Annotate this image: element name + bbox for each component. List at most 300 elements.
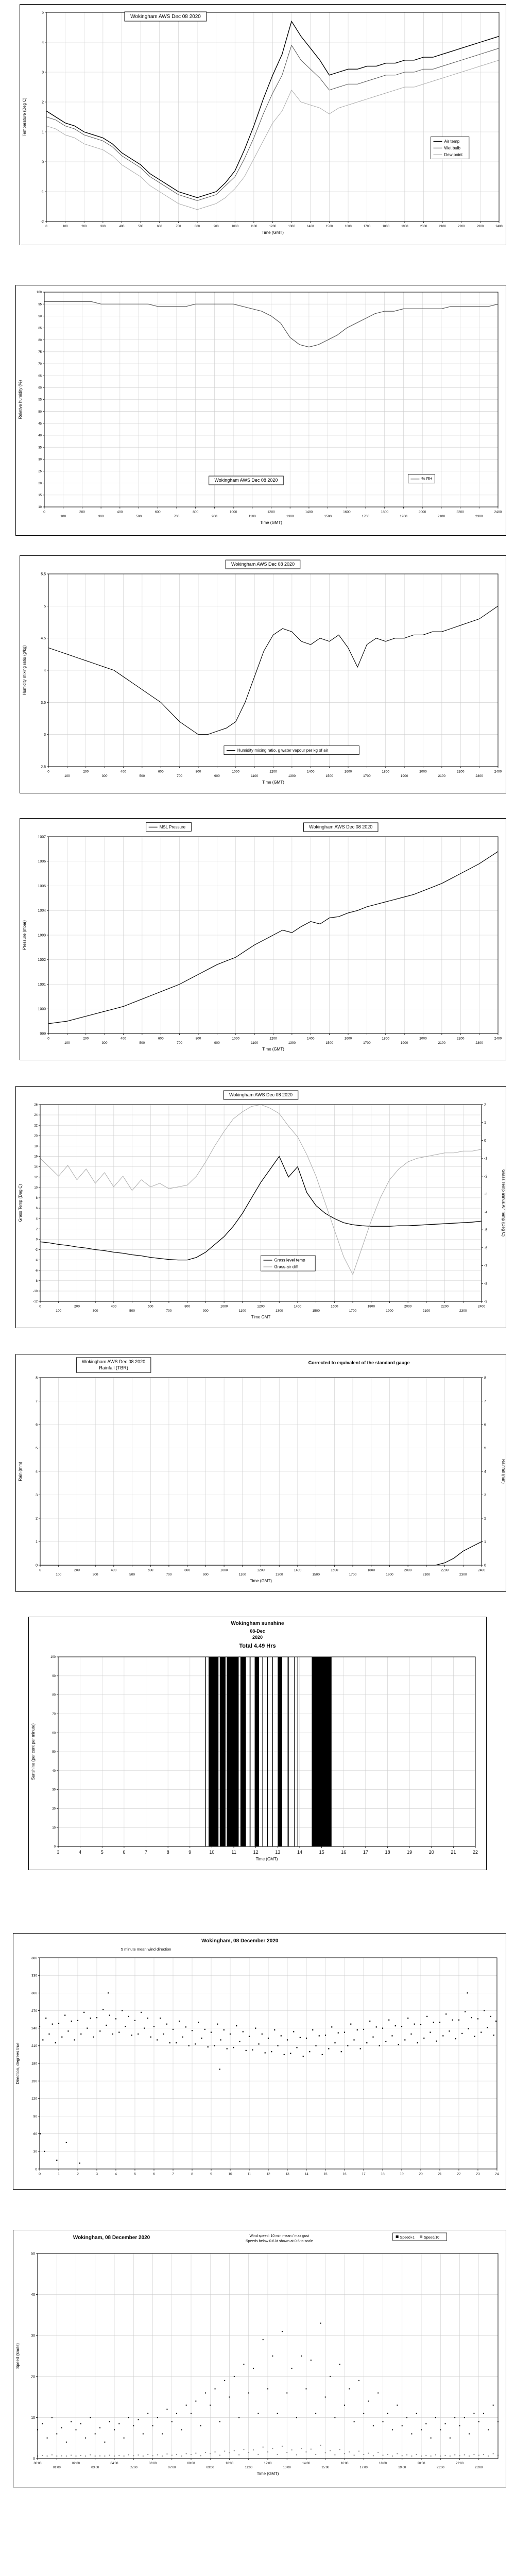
svg-text:600: 600 xyxy=(147,1568,153,1572)
svg-text:2200: 2200 xyxy=(456,510,464,514)
svg-text:19:00: 19:00 xyxy=(398,2466,406,2469)
svg-text:300: 300 xyxy=(101,1041,108,1045)
svg-text:2100: 2100 xyxy=(438,774,446,778)
svg-text:0: 0 xyxy=(39,2172,41,2176)
svg-text:6: 6 xyxy=(123,1850,126,1855)
svg-text:15: 15 xyxy=(319,1850,324,1855)
svg-text:-2: -2 xyxy=(484,1175,488,1179)
svg-text:2: 2 xyxy=(484,1517,486,1521)
svg-text:1900: 1900 xyxy=(400,774,408,778)
chart-wind-speed xyxy=(13,2230,506,2487)
svg-text:1300: 1300 xyxy=(275,1573,283,1577)
rainfall-canvas xyxy=(15,1354,506,1592)
svg-text:1500: 1500 xyxy=(312,1573,320,1577)
svg-text:7: 7 xyxy=(172,2172,174,2176)
wind-speed-canvas xyxy=(13,2230,506,2487)
svg-text:1800: 1800 xyxy=(382,1037,389,1041)
svg-text:21: 21 xyxy=(451,1850,456,1855)
svg-text:Humidity mixing ratio, g water: Humidity mixing ratio, g water vapour per kg of air xyxy=(237,748,328,753)
svg-text:Corrected to equivalent of the: Corrected to equivalent of the standard gauge xyxy=(308,1360,410,1365)
svg-text:13: 13 xyxy=(285,2172,289,2176)
svg-text:1002: 1002 xyxy=(38,958,46,962)
svg-text:35: 35 xyxy=(38,446,42,450)
svg-text:0: 0 xyxy=(33,2457,35,2461)
svg-text:0: 0 xyxy=(47,770,49,774)
svg-text:240: 240 xyxy=(31,2026,37,2030)
svg-text:1000: 1000 xyxy=(231,225,238,228)
svg-text:5: 5 xyxy=(44,604,46,608)
svg-text:Sunshine (per cent per minute): Sunshine (per cent per minute) xyxy=(31,1723,36,1780)
svg-text:4: 4 xyxy=(36,1217,38,1221)
svg-text:11: 11 xyxy=(247,2172,251,2176)
svg-text:10: 10 xyxy=(209,1850,215,1855)
svg-text:4: 4 xyxy=(36,1470,38,1474)
svg-text:45: 45 xyxy=(38,422,42,426)
svg-text:4: 4 xyxy=(42,41,44,45)
svg-text:18:00: 18:00 xyxy=(379,2462,387,2465)
svg-text:16:00: 16:00 xyxy=(340,2462,349,2465)
svg-text:200: 200 xyxy=(81,225,87,228)
svg-text:Rainfall (mm): Rainfall (mm) xyxy=(501,1459,506,1484)
svg-text:1700: 1700 xyxy=(363,774,371,778)
svg-text:16: 16 xyxy=(34,1155,38,1159)
svg-text:2100: 2100 xyxy=(439,225,446,228)
svg-text:26: 26 xyxy=(34,1104,38,1107)
svg-text:1500: 1500 xyxy=(325,1041,333,1045)
svg-text:04:00: 04:00 xyxy=(110,2462,118,2465)
svg-text:1900: 1900 xyxy=(401,225,408,228)
svg-text:Wokingham AWS Dec 08 2020: Wokingham AWS Dec 08 2020 xyxy=(214,478,278,483)
svg-text:700: 700 xyxy=(177,1041,183,1045)
svg-text:24: 24 xyxy=(495,2172,499,2176)
svg-text:300: 300 xyxy=(100,225,106,228)
svg-text:200: 200 xyxy=(79,510,85,514)
svg-text:1: 1 xyxy=(484,1540,486,1544)
svg-text:800: 800 xyxy=(195,1037,201,1041)
svg-text:2400: 2400 xyxy=(494,770,502,774)
svg-text:30: 30 xyxy=(52,1788,56,1792)
svg-text:1300: 1300 xyxy=(288,774,296,778)
svg-text:3.5: 3.5 xyxy=(41,701,46,705)
svg-text:900: 900 xyxy=(202,1573,209,1577)
svg-text:30: 30 xyxy=(33,2150,37,2154)
svg-text:100: 100 xyxy=(62,225,68,228)
svg-text:100: 100 xyxy=(64,774,70,778)
svg-text:1300: 1300 xyxy=(288,1041,296,1045)
svg-text:600: 600 xyxy=(157,225,162,228)
svg-text:1600: 1600 xyxy=(343,510,351,514)
svg-text:300: 300 xyxy=(92,1573,98,1577)
chart-grass-temperature xyxy=(15,1086,506,1328)
svg-text:3: 3 xyxy=(96,2172,98,2176)
svg-text:09:00: 09:00 xyxy=(206,2466,214,2469)
svg-text:00:00: 00:00 xyxy=(33,2462,42,2465)
svg-text:200: 200 xyxy=(83,770,89,774)
svg-text:2200: 2200 xyxy=(457,1037,465,1041)
svg-text:2400: 2400 xyxy=(477,1304,486,1309)
chart-msl-pressure xyxy=(20,818,506,1060)
svg-text:210: 210 xyxy=(31,2044,37,2048)
svg-text:1005: 1005 xyxy=(38,884,46,888)
svg-text:5: 5 xyxy=(42,11,44,15)
svg-text:2300: 2300 xyxy=(475,774,483,778)
relative-humidity-canvas xyxy=(15,285,506,536)
svg-text:80: 80 xyxy=(52,1693,56,1697)
svg-text:2300: 2300 xyxy=(475,515,483,518)
svg-text:2100: 2100 xyxy=(438,1041,446,1045)
svg-text:6: 6 xyxy=(36,1207,38,1211)
svg-text:100: 100 xyxy=(50,1656,56,1659)
svg-text:Wokingham AWS Dec 08 2020: Wokingham AWS Dec 08 2020 xyxy=(229,1092,293,1097)
svg-text:1100: 1100 xyxy=(238,1309,246,1313)
svg-text:120: 120 xyxy=(31,2097,37,2101)
svg-text:0: 0 xyxy=(43,510,45,514)
svg-text:Wokingham AWS Dec 08 2020: Wokingham AWS Dec 08 2020 xyxy=(82,1359,146,1364)
svg-text:25: 25 xyxy=(38,470,42,473)
svg-text:1500: 1500 xyxy=(325,225,333,228)
svg-text:2300: 2300 xyxy=(459,1573,467,1577)
svg-text:1500: 1500 xyxy=(312,1309,320,1313)
svg-text:19: 19 xyxy=(400,2172,404,2176)
svg-text:50: 50 xyxy=(31,2252,35,2256)
svg-text:0: 0 xyxy=(42,160,44,164)
svg-text:-7: -7 xyxy=(484,1264,488,1268)
svg-text:22: 22 xyxy=(457,2172,461,2176)
svg-text:Wokingham sunshine: Wokingham sunshine xyxy=(231,1621,284,1626)
svg-text:14:00: 14:00 xyxy=(302,2462,311,2465)
svg-text:0: 0 xyxy=(484,1139,486,1143)
svg-text:11:00: 11:00 xyxy=(245,2466,253,2469)
svg-text:400: 400 xyxy=(119,225,125,228)
svg-text:Time (GMT): Time (GMT) xyxy=(260,520,282,525)
svg-text:0: 0 xyxy=(45,225,47,228)
svg-text:1200: 1200 xyxy=(269,770,277,774)
svg-text:Time (GMT): Time (GMT) xyxy=(262,780,284,785)
svg-text:900: 900 xyxy=(214,774,220,778)
svg-text:1400: 1400 xyxy=(305,510,313,514)
svg-text:2100: 2100 xyxy=(437,515,445,518)
svg-text:12: 12 xyxy=(34,1176,38,1179)
svg-text:5: 5 xyxy=(100,1850,104,1855)
svg-text:21:00: 21:00 xyxy=(436,2466,444,2469)
grass-temperature-canvas xyxy=(15,1086,506,1328)
svg-text:2000: 2000 xyxy=(419,770,427,774)
svg-text:4: 4 xyxy=(79,1850,82,1855)
svg-text:1100: 1100 xyxy=(238,1573,246,1577)
svg-text:8: 8 xyxy=(166,1850,169,1855)
svg-text:17: 17 xyxy=(363,1850,368,1855)
svg-text:1200: 1200 xyxy=(257,1568,265,1572)
svg-text:-5: -5 xyxy=(484,1228,488,1232)
chart-wind-direction xyxy=(13,1933,506,2190)
svg-text:2020: 2020 xyxy=(252,1635,263,1640)
svg-text:Speed/10: Speed/10 xyxy=(424,2236,440,2240)
svg-text:Time (GMT): Time (GMT) xyxy=(262,1047,284,1052)
svg-text:4: 4 xyxy=(115,2172,117,2176)
svg-text:1400: 1400 xyxy=(307,1037,315,1041)
svg-text:2000: 2000 xyxy=(418,510,426,514)
chart-rainfall xyxy=(15,1354,506,1592)
svg-text:18: 18 xyxy=(381,2172,385,2176)
svg-text:1800: 1800 xyxy=(367,1568,375,1572)
svg-text:0: 0 xyxy=(36,1238,38,1242)
svg-text:1700: 1700 xyxy=(349,1309,357,1313)
svg-text:30: 30 xyxy=(38,458,42,462)
svg-text:1100: 1100 xyxy=(250,225,258,228)
svg-text:5: 5 xyxy=(484,1447,486,1450)
svg-text:2400: 2400 xyxy=(494,1037,502,1041)
svg-text:700: 700 xyxy=(166,1573,172,1577)
svg-text:180: 180 xyxy=(31,2062,37,2066)
svg-text:1000: 1000 xyxy=(220,1304,228,1309)
svg-text:19: 19 xyxy=(407,1850,413,1855)
svg-text:08-Dec: 08-Dec xyxy=(250,1629,265,1634)
svg-text:1600: 1600 xyxy=(345,225,352,228)
svg-text:1900: 1900 xyxy=(400,515,407,518)
svg-text:1900: 1900 xyxy=(400,1041,408,1045)
svg-text:1200: 1200 xyxy=(269,225,277,228)
svg-text:75: 75 xyxy=(38,350,42,354)
svg-text:800: 800 xyxy=(184,1568,191,1572)
svg-text:7: 7 xyxy=(145,1850,148,1855)
svg-text:2200: 2200 xyxy=(441,1304,449,1309)
svg-text:1800: 1800 xyxy=(382,225,389,228)
svg-text:1600: 1600 xyxy=(331,1568,338,1572)
svg-text:900: 900 xyxy=(213,225,219,228)
chart-humidity-mixing-ratio xyxy=(20,555,506,793)
svg-text:07:00: 07:00 xyxy=(168,2466,176,2469)
svg-text:1400: 1400 xyxy=(294,1568,302,1572)
svg-text:1001: 1001 xyxy=(38,982,46,987)
svg-text:Direction, degrees true: Direction, degrees true xyxy=(15,2042,20,2084)
svg-text:60: 60 xyxy=(33,2132,37,2136)
svg-text:4: 4 xyxy=(44,669,46,673)
svg-text:Wet bulb: Wet bulb xyxy=(444,145,460,150)
svg-text:1003: 1003 xyxy=(38,934,46,938)
svg-text:1500: 1500 xyxy=(324,515,332,518)
svg-text:2200: 2200 xyxy=(458,225,465,228)
svg-text:2000: 2000 xyxy=(404,1304,412,1309)
svg-text:300: 300 xyxy=(92,1309,98,1313)
svg-text:6: 6 xyxy=(484,1423,486,1427)
svg-text:06:00: 06:00 xyxy=(148,2462,157,2465)
svg-text:1800: 1800 xyxy=(367,1304,375,1309)
sunshine-canvas xyxy=(28,1617,487,1870)
svg-text:1900: 1900 xyxy=(386,1573,393,1577)
svg-text:1006: 1006 xyxy=(38,860,46,864)
svg-text:70: 70 xyxy=(38,363,42,366)
svg-text:500: 500 xyxy=(139,1041,145,1045)
svg-text:18: 18 xyxy=(34,1145,38,1148)
svg-text:12: 12 xyxy=(266,2172,270,2176)
svg-text:60: 60 xyxy=(52,1732,56,1735)
svg-text:30: 30 xyxy=(31,2334,35,2338)
svg-text:1: 1 xyxy=(36,1540,38,1544)
svg-text:-2: -2 xyxy=(40,220,44,224)
temperature-canvas xyxy=(20,4,506,245)
svg-text:1600: 1600 xyxy=(331,1304,338,1309)
svg-text:20: 20 xyxy=(419,2172,423,2176)
svg-text:% RH: % RH xyxy=(421,477,433,482)
svg-text:2000: 2000 xyxy=(420,225,427,228)
svg-text:800: 800 xyxy=(193,510,199,514)
svg-text:13:00: 13:00 xyxy=(283,2466,291,2469)
svg-text:23: 23 xyxy=(476,2172,480,2176)
svg-text:1600: 1600 xyxy=(344,770,352,774)
svg-text:2: 2 xyxy=(36,1517,38,1521)
svg-text:2200: 2200 xyxy=(441,1568,449,1572)
svg-text:10:00: 10:00 xyxy=(225,2462,234,2465)
chart-sunshine xyxy=(28,1617,487,1870)
svg-text:100: 100 xyxy=(36,291,42,295)
svg-text:Pressure (mbar): Pressure (mbar) xyxy=(22,920,27,950)
svg-text:85: 85 xyxy=(38,327,42,330)
svg-text:500: 500 xyxy=(138,225,144,228)
svg-text:-8: -8 xyxy=(35,1279,38,1283)
svg-text:8: 8 xyxy=(191,2172,193,2176)
svg-text:8: 8 xyxy=(484,1376,486,1380)
svg-text:800: 800 xyxy=(184,1304,191,1309)
svg-text:9: 9 xyxy=(210,2172,212,2176)
svg-text:1500: 1500 xyxy=(325,774,333,778)
svg-text:20: 20 xyxy=(34,1134,38,1138)
svg-text:1400: 1400 xyxy=(307,225,314,228)
svg-text:400: 400 xyxy=(117,510,123,514)
svg-text:2: 2 xyxy=(36,1228,38,1231)
svg-text:1100: 1100 xyxy=(248,515,256,518)
svg-text:01:00: 01:00 xyxy=(53,2466,61,2469)
svg-text:08:00: 08:00 xyxy=(187,2462,195,2465)
svg-text:15:00: 15:00 xyxy=(321,2466,330,2469)
mixing-ratio-canvas xyxy=(20,555,506,793)
svg-text:0: 0 xyxy=(36,1564,38,1568)
svg-text:1: 1 xyxy=(42,130,44,134)
svg-text:1000: 1000 xyxy=(220,1568,228,1572)
svg-text:21: 21 xyxy=(438,2172,442,2176)
svg-text:600: 600 xyxy=(154,510,161,514)
svg-text:700: 700 xyxy=(176,225,181,228)
svg-text:-2: -2 xyxy=(35,1248,38,1252)
svg-text:20: 20 xyxy=(428,1850,434,1855)
svg-text:02:00: 02:00 xyxy=(72,2462,80,2465)
svg-text:-12: -12 xyxy=(33,1300,38,1304)
svg-text:10: 10 xyxy=(31,2416,35,2420)
svg-text:Grass Temp (Deg C): Grass Temp (Deg C) xyxy=(18,1184,23,1222)
svg-text:0: 0 xyxy=(484,1564,486,1568)
svg-text:2: 2 xyxy=(42,100,44,105)
svg-text:10: 10 xyxy=(52,1826,56,1830)
svg-text:Total 4.49 Hrs: Total 4.49 Hrs xyxy=(239,1643,276,1649)
svg-text:40: 40 xyxy=(52,1769,56,1773)
svg-text:16: 16 xyxy=(342,2172,347,2176)
svg-text:-8: -8 xyxy=(484,1282,488,1286)
chart-temperature xyxy=(20,4,506,245)
svg-text:-10: -10 xyxy=(33,1290,38,1293)
svg-text:40: 40 xyxy=(38,434,42,438)
svg-text:1: 1 xyxy=(58,2172,60,2176)
svg-text:Wokingham AWS Dec 08 2020: Wokingham AWS Dec 08 2020 xyxy=(309,824,373,829)
svg-text:2: 2 xyxy=(484,1103,486,1107)
svg-text:8: 8 xyxy=(36,1197,38,1200)
svg-text:400: 400 xyxy=(121,770,126,774)
svg-text:200: 200 xyxy=(83,1037,89,1041)
svg-text:100: 100 xyxy=(60,515,66,518)
svg-text:2300: 2300 xyxy=(475,1041,483,1045)
svg-text:Wokingham AWS Dec 08 2020: Wokingham AWS Dec 08 2020 xyxy=(130,14,201,20)
svg-text:20: 20 xyxy=(52,1807,56,1811)
svg-text:800: 800 xyxy=(194,225,200,228)
svg-text:150: 150 xyxy=(31,2079,37,2083)
svg-text:1200: 1200 xyxy=(257,1304,265,1309)
svg-text:600: 600 xyxy=(158,1037,164,1041)
svg-text:1400: 1400 xyxy=(307,770,315,774)
svg-text:90: 90 xyxy=(33,2114,37,2119)
svg-text:300: 300 xyxy=(98,515,104,518)
svg-text:1100: 1100 xyxy=(251,774,259,778)
svg-text:16: 16 xyxy=(341,1850,347,1855)
svg-text:Time (GMT): Time (GMT) xyxy=(250,1579,272,1583)
svg-text:18: 18 xyxy=(385,1850,390,1855)
svg-text:2.5: 2.5 xyxy=(41,765,46,769)
svg-text:2400: 2400 xyxy=(477,1568,486,1572)
svg-text:Time (GMT): Time (GMT) xyxy=(262,230,284,235)
svg-text:1004: 1004 xyxy=(38,909,46,913)
svg-text:0: 0 xyxy=(39,1304,41,1309)
svg-text:5 minute mean wind direction: 5 minute mean wind direction xyxy=(121,1947,171,1952)
svg-text:05:00: 05:00 xyxy=(129,2466,138,2469)
svg-text:0: 0 xyxy=(35,2167,37,2172)
svg-text:22: 22 xyxy=(34,1124,38,1128)
svg-text:1800: 1800 xyxy=(381,510,388,514)
svg-text:-1: -1 xyxy=(484,1157,488,1161)
svg-text:400: 400 xyxy=(121,1037,126,1041)
svg-text:500: 500 xyxy=(139,774,145,778)
svg-text:1400: 1400 xyxy=(294,1304,302,1309)
svg-text:2100: 2100 xyxy=(422,1573,431,1577)
svg-text:Grass Temp minus Air Temp (Deg: Grass Temp minus Air Temp (Deg C) xyxy=(501,1170,506,1236)
svg-text:200: 200 xyxy=(74,1568,80,1572)
svg-text:60: 60 xyxy=(38,386,42,390)
svg-text:90: 90 xyxy=(38,315,42,318)
svg-text:100: 100 xyxy=(56,1309,62,1313)
svg-text:900: 900 xyxy=(214,1041,220,1045)
svg-text:1700: 1700 xyxy=(362,515,370,518)
svg-text:90: 90 xyxy=(52,1674,56,1678)
svg-text:-6: -6 xyxy=(484,1246,488,1250)
svg-text:Rainfall (TBR): Rainfall (TBR) xyxy=(99,1365,128,1370)
svg-text:999: 999 xyxy=(40,1032,46,1036)
svg-text:3: 3 xyxy=(36,1493,38,1497)
svg-text:9: 9 xyxy=(188,1850,192,1855)
svg-text:2200: 2200 xyxy=(457,770,465,774)
svg-text:700: 700 xyxy=(166,1309,172,1313)
svg-text:0: 0 xyxy=(39,1568,41,1572)
wind-direction-canvas xyxy=(13,1933,506,2190)
svg-text:14: 14 xyxy=(34,1165,38,1169)
svg-text:3: 3 xyxy=(484,1494,486,1497)
svg-text:95: 95 xyxy=(38,303,42,307)
svg-text:400: 400 xyxy=(111,1568,117,1572)
svg-text:Speed (knots): Speed (knots) xyxy=(15,2343,20,2369)
svg-text:5: 5 xyxy=(134,2172,136,2176)
svg-text:20:00: 20:00 xyxy=(417,2462,425,2465)
svg-text:-4: -4 xyxy=(35,1259,38,1262)
svg-text:1300: 1300 xyxy=(275,1309,283,1313)
svg-text:1000: 1000 xyxy=(232,770,239,774)
svg-text:1007: 1007 xyxy=(38,835,46,839)
svg-text:400: 400 xyxy=(111,1304,117,1309)
svg-text:300: 300 xyxy=(101,774,108,778)
